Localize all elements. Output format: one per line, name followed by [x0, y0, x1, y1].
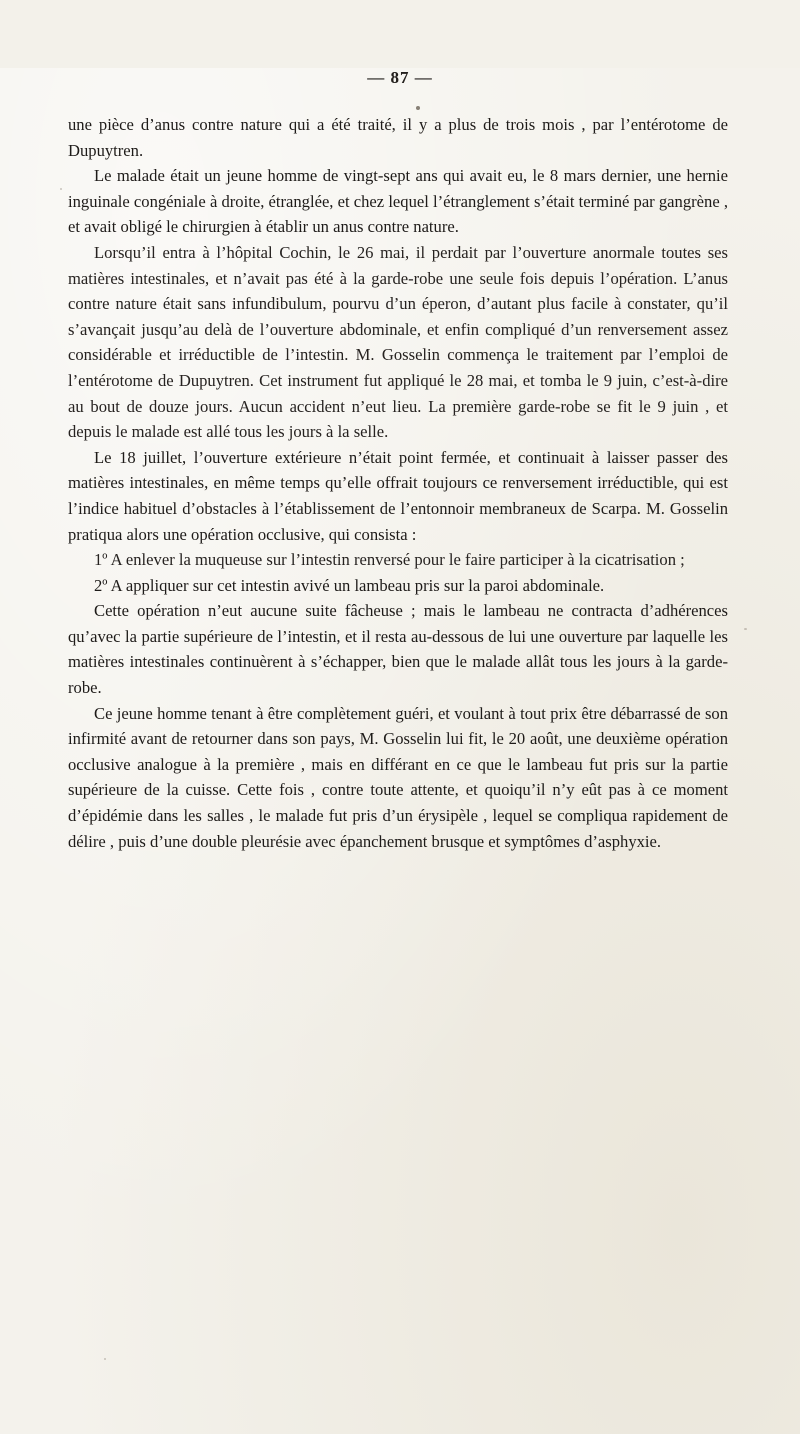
- paragraph: Ce jeune homme tenant à être complètement guéri, et voulant à tout prix être débarrassé de son infirmité avant de retourner dans son pays, M. Gosselin lui fit, le 20 août, une deuxième opération occlusive analogue à la première , mais en différant en ce que le lambeau fut pris sur la partie supérieure de la cuisse. Cette fois , contre toute attente, et quoiqu’il n’y eût pas à ce moment d’épidémie dans les salles , le malade fut pris d’un érysipèle , lequel se compliqua rapidement de délire , puis d’une double pleurésie avec épanchement brusque et symptômes d’asphyxie.: [68, 703, 728, 851]
- ink-speck-icon: [104, 1358, 106, 1360]
- page-number: — 87 —: [367, 68, 433, 87]
- page-body: [68, 112, 728, 854]
- ink-speck-icon: [744, 628, 747, 630]
- scanned-page: [0, 68, 800, 1434]
- paragraph: une pièce d’anus contre nature qui a été traité, il y a plus de trois mois , par l’entérotome de Dupuytren.: [68, 115, 728, 160]
- paragraph: Lorsqu’il entra à l’hôpital Cochin, le 26 mai, il perdait par l’ouverture anormale toutes ses matières intestinales, et n’avait pas été à la garde-robe une seule fois depuis l’opération. L’anus contre nature était sans infundibulum, pourvu d’un éperon, d’autant plus facile à constater, qu’il s’avançait jusqu’au delà de l’ouverture abdominale, et enfin compliqué d’un renversement assez considérable et irréductible de l’intestin. M. Gosselin commença le traitement par l’emploi de l’entérotome de Dupuytren. Cet instrument fut appliqué le 28 mai, et tomba le 9 juin, c’est-à-dire au bout de douze jours. Aucun accident n’eut lieu. La première garde-robe se fit le 9 juin , et depuis le malade est allé tous les jours à la selle.: [68, 242, 728, 442]
- paragraph: Le malade était un jeune homme de vingt-sept ans qui avait eu, le 8 mars dernier, une hernie inguinale congéniale à droite, étranglée, et chez lequel l’étranglement s’était terminé par gangrène , et avait obligé le chirurgien à établir un anus contre nature.: [68, 166, 728, 237]
- paragraph-list-item: 2º A appliquer sur cet intestin avivé un lambeau pris sur la paroi abdominale.: [94, 575, 605, 595]
- ink-speck-icon: [416, 106, 420, 110]
- paragraph: Le 18 juillet, l’ouverture extérieure n’était point fermée, et continuait à laisser passer des matières intestinales, en même temps qu’elle offrait toujours ce renversement irréductible, qui est l’indice habituel d’obstacles à l’établissement de l’entonnoir membraneux de Scarpa. M. Gosselin pratiqua alors une opération occlusive, qui consista :: [68, 447, 728, 544]
- paragraph: Cette opération n’eut aucune suite fâcheuse ; mais le lambeau ne contracta d’adhérences qu’avec la partie supérieure de l’intestin, et il resta au-dessous de lui une ouverture par laquelle les matières intestinales continuèrent à s’échapper, bien que le malade allât tous les jours à la garde-robe.: [68, 601, 728, 698]
- ink-speck-icon: [60, 188, 62, 190]
- paragraph-list-item: 1º A enlever la muqueuse sur l’intestin renversé pour le faire participer à la cicatrisation ;: [94, 550, 685, 570]
